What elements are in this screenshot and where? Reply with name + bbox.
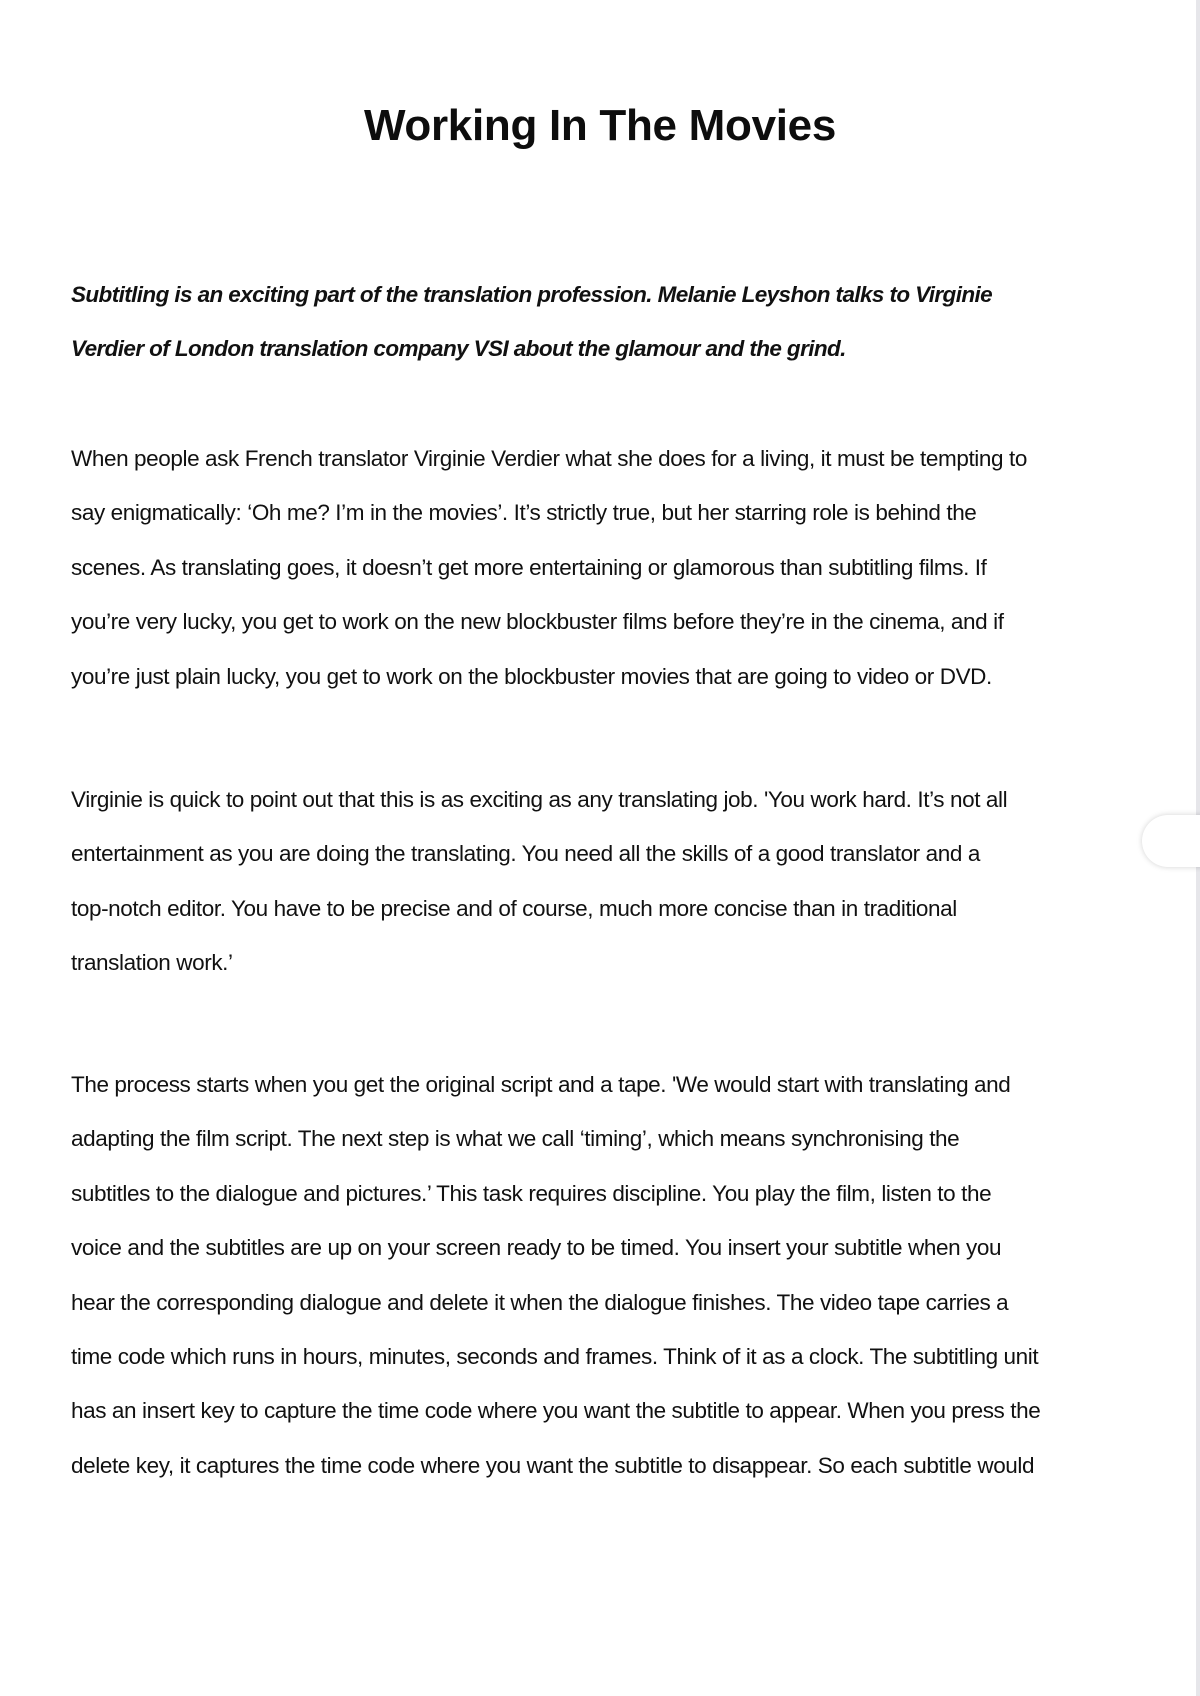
text-line: voice and the subtitles are up on your screen ready to be timed. You insert your subtitle when you bbox=[71, 1235, 1002, 1261]
text-line: scenes. As translating goes, it doesn’t get more entertaining or glamorous than subtitling films. If bbox=[71, 554, 987, 580]
text-line: The process starts when you get the original script and a tape. 'We would start with translating and bbox=[71, 1072, 1011, 1097]
paragraph-3 bbox=[71, 1058, 1131, 1493]
text-line: delete key, it captures the time code where you want the subtitle to disappear. So each subtitle would bbox=[71, 1452, 1035, 1478]
text-line: Virginie is quick to point out that this is as exciting as any translating job. 'You work hard. It’s not all bbox=[71, 787, 1008, 812]
text-line: When people ask French translator Virginie Verdier what she does for a living, it must be tempting to bbox=[71, 446, 1027, 471]
text-line: has an insert key to capture the time code where you want the subtitle to appear. When you press the bbox=[71, 1398, 1041, 1424]
intro-line: Subtitling is an exciting part of the translation profession. Melanie Leyshon talks to Virginie bbox=[71, 282, 993, 307]
paragraph-1 bbox=[71, 432, 1131, 704]
article-intro bbox=[71, 268, 1131, 377]
text-line: subtitles to the dialogue and pictures.’ This task requires discipline. You play the film, listen to the bbox=[71, 1180, 992, 1206]
paragraph-2 bbox=[71, 773, 1131, 991]
text-line: hear the corresponding dialogue and delete it when the dialogue finishes. The video tape carries a bbox=[71, 1289, 1009, 1315]
article-title: Working In The Movies bbox=[363, 101, 837, 150]
intro-line: Verdier of London translation company VSI about the glamour and the grind. bbox=[71, 336, 846, 362]
text-line: entertainment as you are doing the translating. You need all the skills of a good translator and a bbox=[71, 841, 980, 867]
side-panel-handle[interactable] bbox=[1142, 815, 1200, 867]
text-line: you’re very lucky, you get to work on the new blockbuster films before they’re in the cinema, and if bbox=[71, 609, 1004, 635]
text-line: translation work.’ bbox=[71, 950, 233, 976]
text-line: top-notch editor. You have to be precise and of course, much more concise than in traditional bbox=[71, 895, 957, 921]
text-line: you’re just plain lucky, you get to work on the blockbuster movies that are going to video or DVD. bbox=[71, 663, 992, 689]
text-line: say enigmatically: ‘Oh me? I’m in the movies’. It’s strictly true, but her starring role is behind the bbox=[71, 500, 977, 526]
text-line: adapting the film script. The next step is what we call ‘timing’, which means synchronising the bbox=[71, 1126, 960, 1152]
text-line: time code which runs in hours, minutes, seconds and frames. Think of it as a clock. The subtitling unit bbox=[71, 1344, 1039, 1370]
